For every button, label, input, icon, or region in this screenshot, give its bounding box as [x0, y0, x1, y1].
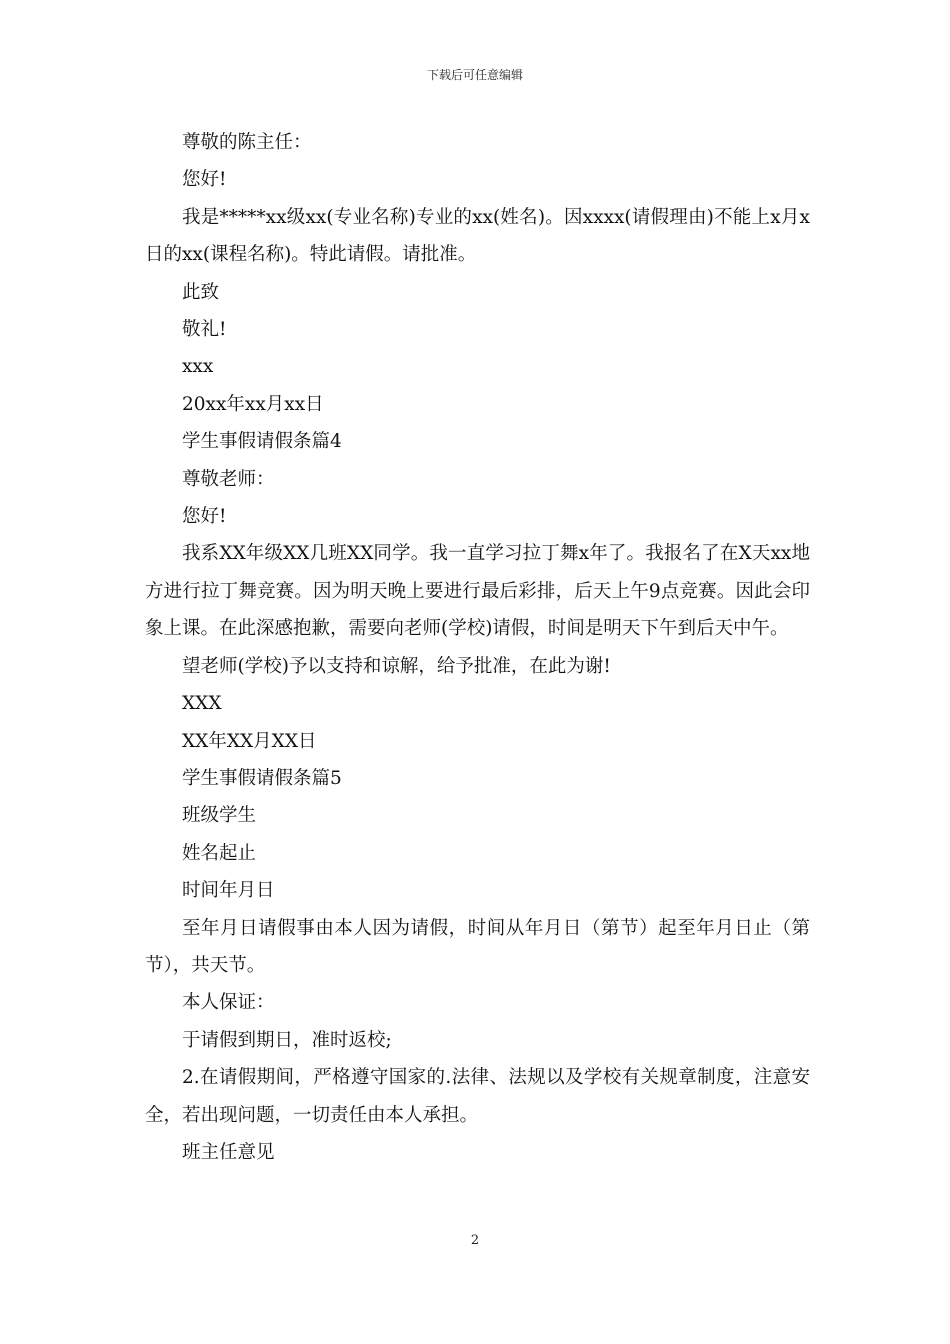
form-line: 本人保证： — [182, 992, 275, 1014]
salutation: 尊敬老师： — [182, 468, 275, 490]
body-paragraph: 2.在请假期间，严格遵守国家的.法律、法规以及学校有关规章制度，注意安全，若出现问题，一切责任由本人承担。 — [145, 1067, 810, 1126]
greeting: 您好! — [182, 506, 227, 528]
page-header: 下载后可任意编辑 — [426, 68, 523, 82]
closing-line: 敬礼! — [182, 319, 227, 341]
form-line: 姓名起止 — [182, 842, 257, 864]
form-line: 时间年月日 — [182, 880, 275, 902]
body-paragraph: 至年月日请假事由本人因为请假，时间从年月日（第节）起至年月日止（第节），共天节。 — [145, 917, 810, 976]
date-line: 20xx年xx月xx日 — [182, 393, 324, 415]
date-line: XX年XX月XX日 — [182, 730, 317, 752]
body-paragraph: 望老师(学校)予以支持和谅解，给予批准，在此为谢! — [182, 655, 611, 677]
page-number: 2 — [470, 1233, 480, 1248]
form-line: 班级学生 — [182, 805, 257, 827]
signature: XXX — [182, 693, 222, 715]
section-title: 学生事假请假条篇5 — [182, 767, 342, 789]
greeting: 您好! — [182, 169, 227, 191]
form-line: 于请假到期日，准时返校; — [182, 1029, 392, 1051]
section-title: 学生事假请假条篇4 — [182, 431, 342, 453]
salutation: 尊敬的陈主任： — [182, 132, 312, 153]
document-body — [145, 124, 810, 1171]
body-paragraph: 我是*****xx级xx(专业名称)专业的xx(姓名)。因xxxx(请假理由)不能上x月x日的xx(课程名称)。特此请假。请批准。 — [145, 206, 810, 266]
body-paragraph: 我系XX年级XX几班XX同学。我一直学习拉丁舞x年了。我报名了在X天xx地方进行拉丁舞竞赛。因为明天晚上要进行最后彩排，后天上午9点竞赛。因此会印象上课。在此深感抱歉，需要向老师(学校)请假，时间是明天下午到后天中午。 — [145, 543, 810, 640]
closing-line: 此致 — [182, 281, 220, 303]
form-line: 班主任意见 — [182, 1141, 275, 1163]
signature: xxx — [182, 356, 214, 378]
